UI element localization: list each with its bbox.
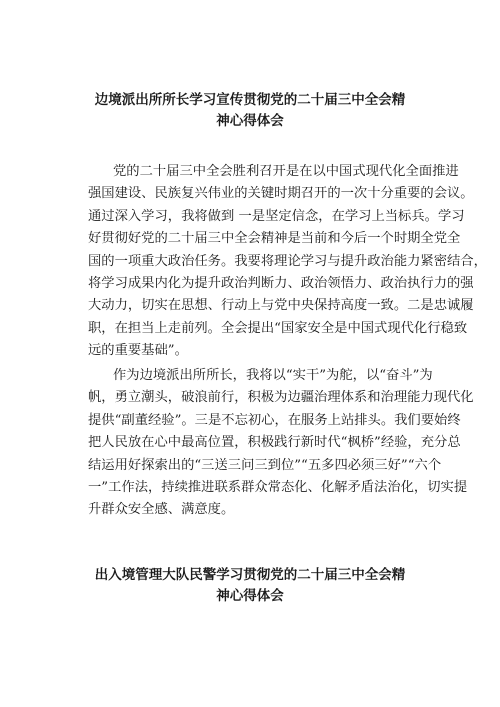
article-1-paragraph-1 [88,161,487,363]
paragraph-line: 作为边境派出所所长，我将以“实干”为舵，以“奋斗”为 [113,368,433,383]
paragraph-line: 职，在担当上走前列。全会提出“国家安全是中国式现代化行稳致 [88,320,468,336]
title-line: 边境派出所所长学习宣传贯彻党的二十届三中全会精 [94,92,406,108]
article-1-title [80,90,420,132]
paragraph-line: 结运用好探索出的“三送三问三到位”“五多四必须三好”“六个 [88,457,442,473]
paragraph-line: 帆，勇立潮头，破浪前行，积极为边疆治理体系和治理能力现代化 [88,390,474,406]
paragraph-line: 提供“副董经验”。三是不忘初心，在服务上站排头。我们要始终 [88,412,461,428]
title-line: 出入境管理大队民警学习贯彻党的二十届三中全会精 [94,567,406,583]
paragraph-line: 好贯彻好党的二十届三中全会精神是当前和今后一个时期全党全 [88,231,461,247]
paragraph-line: 远的重要基础”。 [88,343,188,359]
paragraph-line: 升群众安全感、满意度。 [88,502,235,518]
paragraph-line: 大动力，切实在思想、行动上与党中央保持高度一致。二是忠诚履 [88,298,474,314]
paragraph-line: 党的二十届三中全会胜利召开是在以中国式现代化全面推进 [113,164,459,179]
paragraph-line: 通过深入学习，我将做到 一是坚定信念，在学习上当标兵。学习 [88,208,465,224]
title-line: 神心得体会 [216,113,284,129]
paragraph-line: 国的一项重大政治任务。我要将理论学习与提升政治能力紧密结合， [88,253,487,269]
article-1-paragraph-2 [88,365,474,522]
article-2-title [80,565,420,607]
paragraph-line: 一”工作法，持续推进联系群众常态化、化解矛盾法治化，切实提 [88,480,468,496]
paragraph-line: 把人民放在心中最高位置，积极践行新时代“枫桥”经验，充分总 [88,435,461,451]
paragraph-line: 强国建设、民族复兴伟业的关键时期召开的一次十分重要的会议。 [88,186,474,202]
paragraph-line: 将学习成果内化为提升政治判断力、政治领悟力、政治执行力的强 [88,276,474,292]
title-line: 神心得体会 [216,588,284,604]
